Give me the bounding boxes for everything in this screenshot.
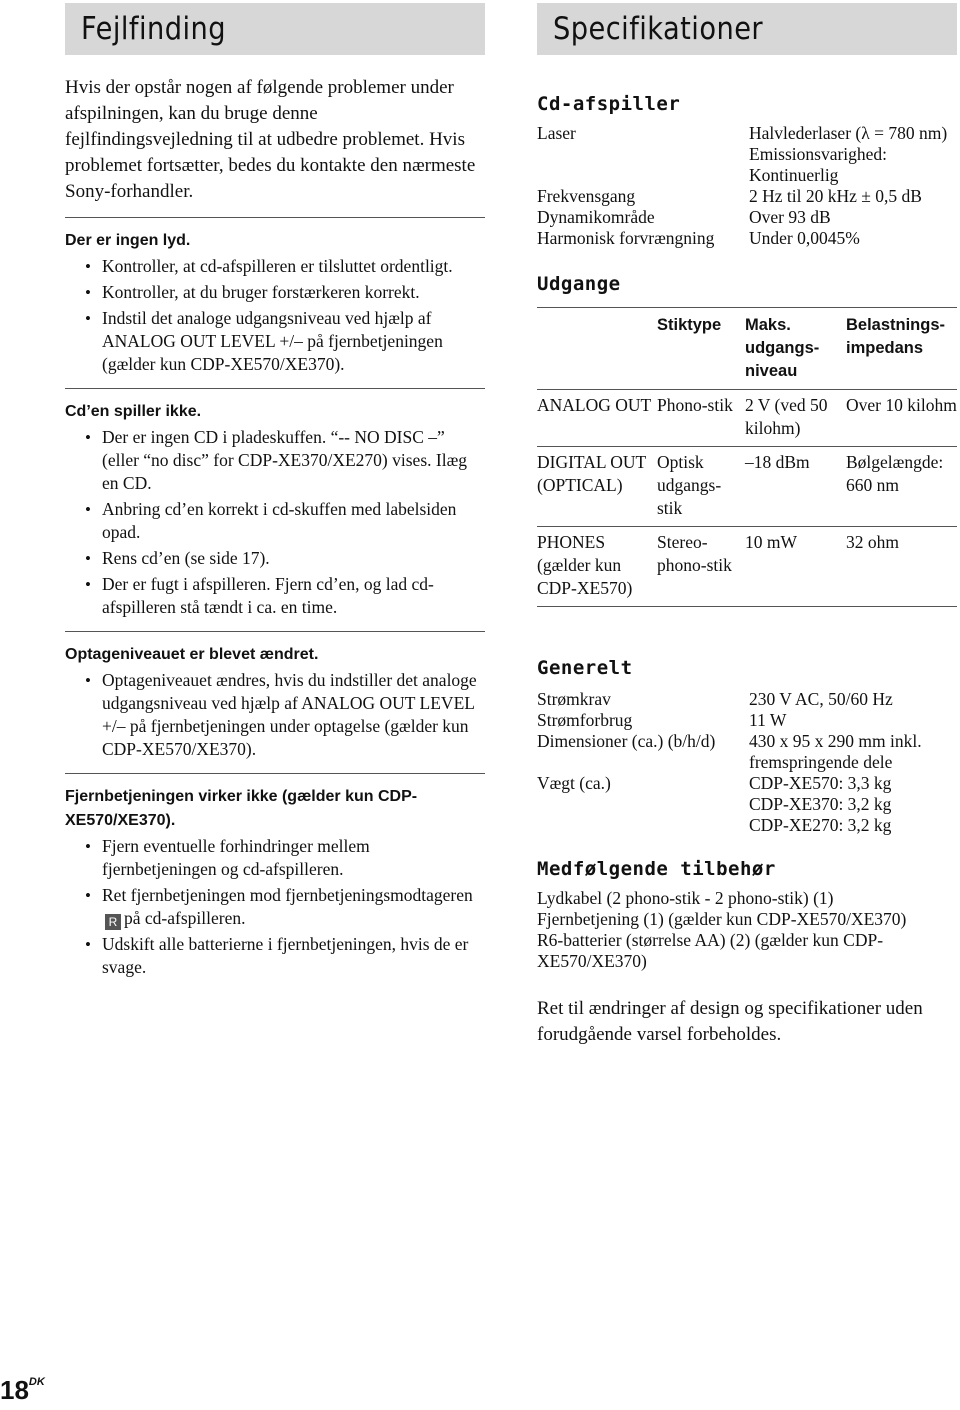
table-cell: Phono-stik [657,390,745,447]
list-item: Fjernbetjening (1) (gælder kun CDP-XE570/XE370) [537,909,907,929]
section-heading: Optageniveauet er blevet ændret. [65,646,319,663]
table-cell: Optisk udgangs-stik [657,447,745,527]
specifications-title-bar [537,3,957,55]
list-item [65,281,485,304]
table-cell: Stereo-phono-stik [657,527,745,607]
spec-value: Over 93 dB [749,207,831,227]
specifications-column [537,0,957,1048]
bullet-list [65,426,485,619]
list-item-text: på cd-afspilleren. [124,908,246,928]
spec-row [537,731,957,773]
list-item-text: Kontroller, at cd-afspilleren er tilsluttet ordentligt. [102,256,453,276]
table-cell: 2 V (ved 50 kilohm) [745,390,846,447]
list-item-text: Der er fugt i afspilleren. Fjern cd’en, og lad cd-afspilleren stå tændt i ca. en time. [102,574,434,617]
list-item [65,884,485,930]
list-item-text: Kontroller, at du bruger forstærkeren korrekt. [102,282,420,302]
spec-value: Halvlederlaser (λ = 780 nm) [749,123,948,143]
spec-value: CDP-XE370: 3,2 kg [749,794,892,814]
spec-key [537,815,749,836]
table-cell: DIGITAL OUT (OPTICAL) [537,447,657,527]
list-item [65,835,485,881]
spec-key: Vægt (ca.) [537,773,611,793]
spec-value: 230 V AC, 50/60 Hz [749,689,893,709]
list-item: Lydkabel (2 phono-stik - 2 phono-stik) (1) [537,888,834,908]
troubleshooting-column [65,0,485,982]
list-item-text: Der er ingen CD i pladeskuffen. “-- NO DISC –” (eller “no disc” for CDP-XE370/XE270) vises. Ilæg en CD. [102,427,467,493]
spec-value: 11 W [749,710,787,730]
spec-key: Strømkrav [537,689,611,709]
spec-key [537,794,749,815]
bullet-icon: • [85,428,91,447]
spec-key: Frekvensgang [537,186,636,206]
spec-value: Emissionsvarighed: Kontinuerlig [749,144,888,185]
troubleshooting-title-bar [65,3,485,55]
table-header-row [537,308,957,390]
bullet-icon: • [85,500,91,519]
spec-row [537,773,957,794]
section-heading: Fjernbetjeningen virker ikke (gælder kun CDP-XE570/XE370). [65,788,418,829]
bullet-list [65,255,485,376]
section-heading: Der er ingen lyd. [65,232,191,249]
accessories-heading: Medfølgende tilbehør [537,858,776,880]
spec-row [537,207,957,228]
bullet-icon: • [85,935,91,954]
remote-sensor-icon: R [105,914,121,930]
spec-row [537,228,957,249]
cd-player-specs [537,123,957,249]
list-item [65,426,485,495]
column-header: Maks. udgangs-niveau [745,308,846,390]
bullet-icon: • [85,309,91,328]
troubleshooting-section [65,217,485,376]
bullet-list [65,669,485,761]
bullet-icon: • [85,283,91,302]
spec-key [537,144,749,186]
list-item [65,547,485,570]
spec-value: Under 0,0045% [749,228,860,248]
list-item [65,498,485,544]
table-cell: 10 mW [745,527,846,607]
troubleshooting-section [65,631,485,761]
list-item [65,573,485,619]
troubleshooting-section [65,773,485,979]
page-number-value: 18 [0,1375,29,1405]
list-item-text: Udskift alle batterierne i fjernbetjeningen, hvis de er svage. [102,934,469,977]
spec-value: CDP-XE570: 3,3 kg [749,773,892,793]
bullet-icon: • [85,671,91,690]
list-item-text: Anbring cd’en korrekt i cd-skuffen med labelsiden opad. [102,499,457,542]
specifications-title: Specifikationer [553,11,764,47]
table-cell: Over 10 kilohm [846,390,957,447]
table-cell: PHONES (gælder kun CDP-XE570) [537,527,657,607]
spec-key: Dynamikområde [537,207,655,227]
troubleshooting-title: Fejlfinding [81,11,226,47]
spec-key: Laser [537,123,576,143]
page-language-code: DK [28,1376,45,1388]
spec-row [537,689,957,710]
table-cell: –18 dBm [745,447,846,527]
table-row [537,447,957,527]
bullet-icon: • [85,257,91,276]
bullet-icon: • [85,886,91,905]
spec-row [537,186,957,207]
list-item-text: Rens cd’en (se side 17). [102,548,270,568]
general-specs [537,689,957,836]
general-heading: Generelt [537,657,633,679]
page-number [0,1375,45,1406]
spec-row [537,144,957,186]
list-item-text: Optageniveauet ændres, hvis du indstiller det analoge udgangsniveau ved hjælp af ANALOG OUT LEVEL +/– på fjernbetjeningen under optagelse (gælder kun CDP-XE570/XE370). [102,670,477,759]
bullet-icon: • [85,837,91,856]
list-item: R6-batterier (størrelse AA) (2) (gælder kun CDP-XE570/XE370) [537,930,884,971]
list-item-text: Fjern eventuelle forhindringer mellem fjernbetjeningen og cd-afspilleren. [102,836,370,879]
spec-value: CDP-XE270: 3,2 kg [749,815,892,835]
table-cell: ANALOG OUT [537,390,657,447]
bullet-icon: • [85,575,91,594]
list-item [65,307,485,376]
spec-row [537,123,957,144]
table-row [537,390,957,447]
spec-row [537,794,957,815]
spec-value: 430 x 95 x 290 mm inkl. fremspringende dele [749,731,922,772]
accessories-list [537,888,957,972]
list-item-text: Ret fjernbetjeningen mod fjernbetjeningsmodtageren [102,885,473,905]
table-cell: 32 ohm [846,527,957,607]
bullet-list [65,835,485,979]
column-header: Stiktype [657,308,745,390]
list-item-text: Indstil det analoge udgangsniveau ved hjælp af ANALOG OUT LEVEL +/– på fjernbetjeningen (gælder kun CDP-XE570/XE370). [102,308,443,374]
column-header: Belastnings-impedans [846,308,957,390]
troubleshooting-section [65,388,485,619]
list-item [65,255,485,278]
spec-key: Harmonisk forvrængning [537,228,715,248]
change-notice: Ret til ændringer af design og specifikationer uden forudgående varsel forbeholdes. [537,998,923,1045]
section-heading: Cd’en spiller ikke. [65,403,202,420]
column-header [537,308,657,390]
outputs-heading: Udgange [537,273,621,295]
spec-key: Dimensioner (ca.) (b/h/d) [537,731,716,751]
spec-row [537,815,957,836]
outputs-table [537,307,957,607]
table-cell: Bølgelængde: 660 nm [846,447,957,527]
cd-player-heading: Cd-afspiller [537,93,681,115]
spec-row [537,710,957,731]
list-item [65,669,485,761]
table-row [537,527,957,607]
spec-value: 2 Hz til 20 kHz ± 0,5 dB [749,186,922,206]
list-item [65,933,485,979]
troubleshooting-intro: Hvis der opstår nogen af følgende problemer under afspilningen, kan du bruge denne fejlfindingsvejledning til at udbedre problemet. Hvis problemet fortsætter, bedes du kontakte den nærmeste Sony-forhandler. [65,77,476,202]
spec-key: Strømforbrug [537,710,633,730]
bullet-icon: • [85,549,91,568]
